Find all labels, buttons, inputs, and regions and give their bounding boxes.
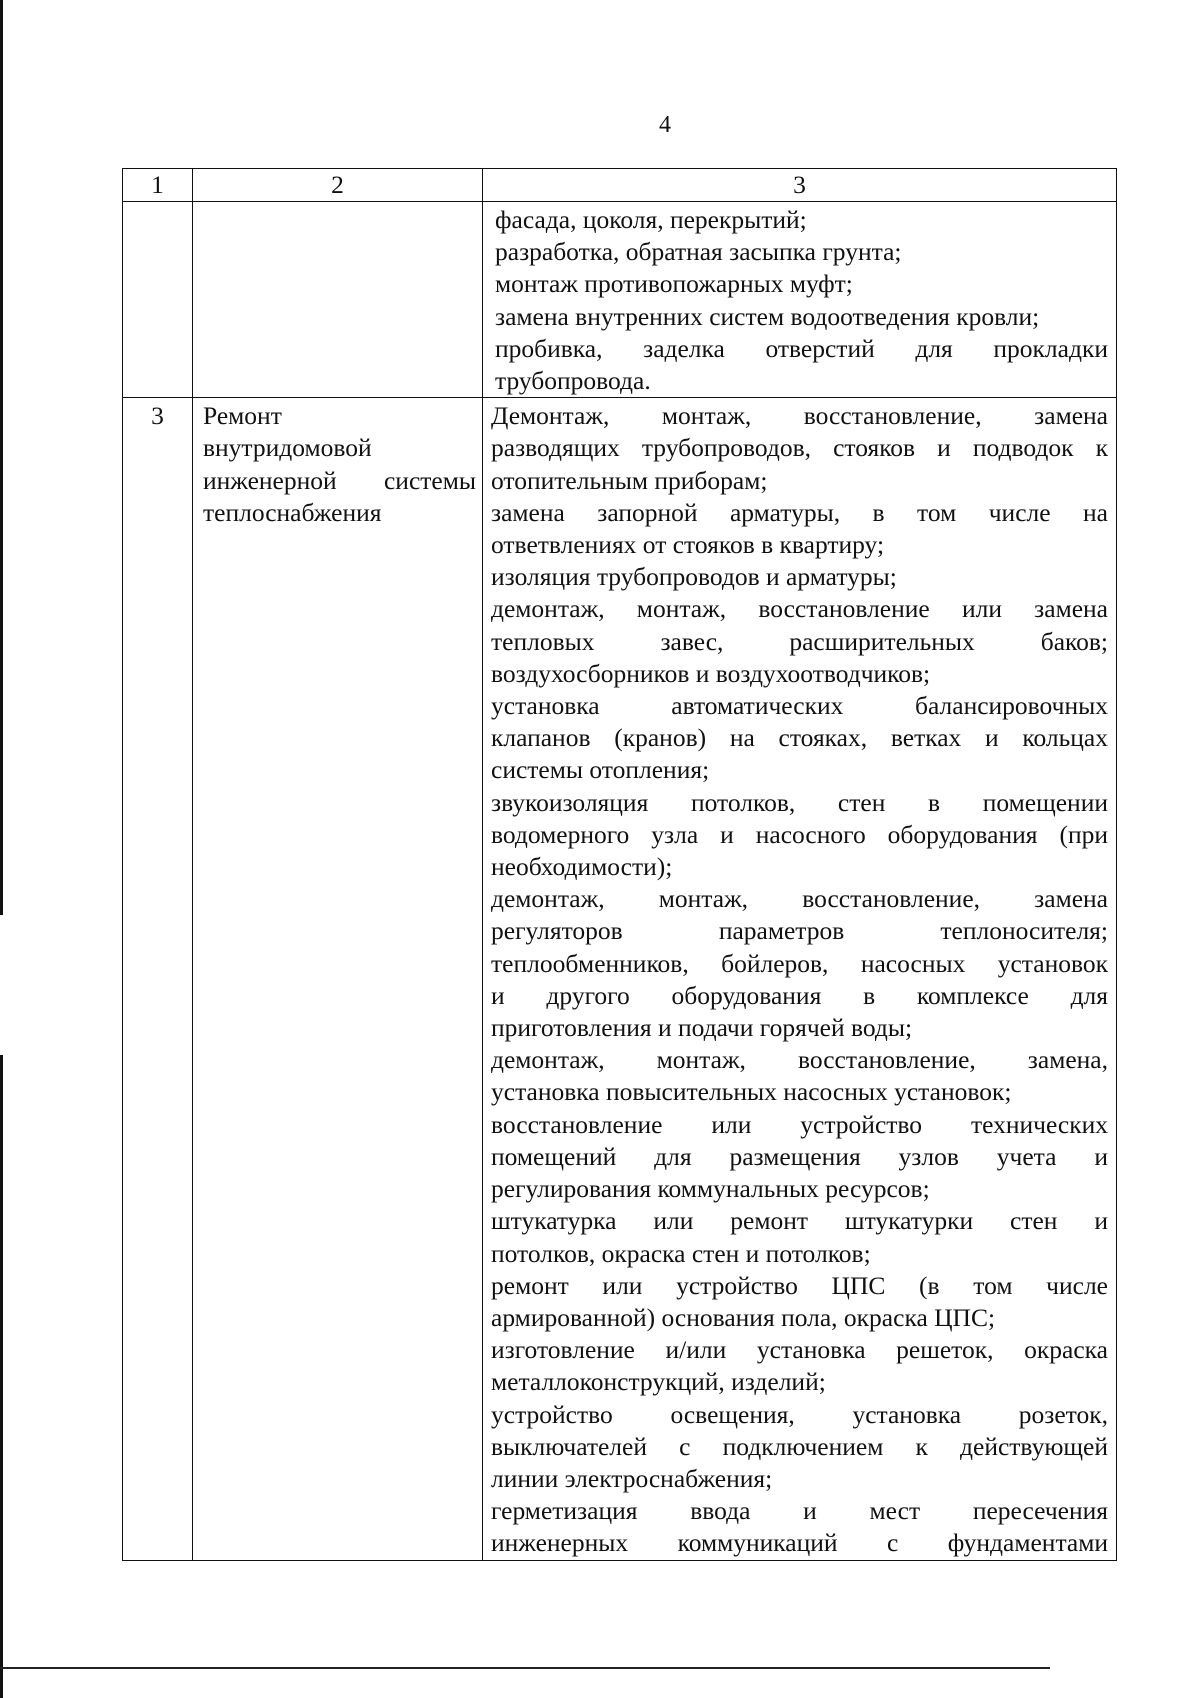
scan-bottom-rule	[0, 1667, 1050, 1669]
page-number: 4	[659, 112, 671, 138]
work-items-lines	[491, 400, 1108, 1559]
text-line: регуляторов параметров теплоносителя;	[491, 916, 1108, 946]
text-line: пробивка, заделка отверстий для прокладки	[495, 333, 1108, 363]
text-line: инженерных коммуникаций с фундаментами	[491, 1528, 1108, 1558]
cont-num-cell	[123, 202, 193, 398]
work-name-line: теплоснабжения	[203, 497, 382, 527]
work-name-line: инженерной системы	[203, 465, 476, 495]
text-line: штукатурка или ремонт штукатурки стен и	[491, 1206, 1108, 1236]
cont-lines	[495, 204, 1108, 397]
work-name-lines	[203, 400, 476, 529]
text-line: ремонт или устройство ЦПС (в том числе	[491, 1270, 1108, 1300]
text-line: разработка, обратная засыпка грунта;	[495, 237, 902, 267]
table-row-continuation	[123, 202, 1117, 398]
text-line: клапанов (кранов) на стояках, ветках и кольцах	[491, 723, 1108, 753]
text-line: замена запорной арматуры, в том числе на	[491, 497, 1108, 527]
table-row-3	[123, 398, 1117, 1560]
text-line: металлоконструкций, изделий;	[491, 1367, 826, 1397]
text-line: Демонтаж, монтаж, восстановление, замена	[491, 401, 1108, 431]
text-line: потолков, окраска стен и потолков;	[491, 1238, 871, 1268]
text-line: отопительным приборам;	[491, 465, 768, 495]
text-line: регулирования коммунальных ресурсов;	[491, 1174, 930, 1204]
text-line: устройство освещения, установка розеток,	[491, 1399, 1108, 1429]
text-line: выключателей с подключением к действующей	[491, 1431, 1108, 1461]
text-line: линии электроснабжения;	[491, 1463, 773, 1493]
table-header-row	[123, 169, 1117, 202]
text-line: армированной) основания пола, окраска ЦПС;	[491, 1302, 996, 1332]
row-work-name	[193, 398, 483, 1560]
text-line: фасада, цоколя, перекрытий;	[495, 205, 807, 234]
works-table	[122, 168, 1117, 1561]
text-line: демонтаж, монтаж, восстановление, замена	[491, 884, 1108, 914]
scan-left-edge	[0, 0, 3, 1698]
text-line: изоляция трубопроводов и арматуры;	[491, 562, 897, 592]
text-line: помещений для размещения узлов учета и	[491, 1141, 1108, 1171]
row-work-items	[483, 398, 1117, 1560]
scan-left-edge-gap	[0, 915, 3, 1055]
text-line: и другого оборудования в комплексе для	[491, 980, 1108, 1010]
text-line: звукоизоляция потолков, стен в помещении	[491, 787, 1108, 817]
text-line: изготовление и/или установка решеток, окраска	[491, 1335, 1108, 1365]
work-name-line: Ремонт	[203, 401, 282, 431]
text-line: демонтаж, монтаж, восстановление, замена,	[491, 1045, 1108, 1075]
header-col-1: 1	[123, 169, 193, 202]
text-line: ответвлениях от стояков в квартиру;	[491, 530, 885, 560]
text-line: установка автоматических балансировочных	[491, 691, 1108, 721]
text-line: установка повысительных насосных установок;	[491, 1077, 1012, 1107]
text-line: тепловых завес, расширительных баков;	[491, 626, 1108, 656]
text-line: приготовления и подачи горячей воды;	[491, 1013, 913, 1043]
text-line: монтаж противопожарных муфт;	[495, 269, 853, 299]
text-line: герметизация ввода и мест пересечения	[491, 1496, 1108, 1526]
work-name-line: внутридомовой	[203, 433, 372, 463]
text-line: водомерного узла и насосного оборудования (при	[491, 819, 1108, 849]
cont-items-cell	[483, 202, 1117, 398]
text-line: разводящих трубопроводов, стояков и подводок к	[491, 433, 1108, 463]
text-line: замена внутренних систем водоотведения кровли;	[495, 301, 1040, 331]
header-col-2: 2	[193, 169, 483, 202]
text-line: теплообменников, бойлеров, насосных установок	[491, 948, 1108, 978]
text-line: трубопровода.	[495, 366, 651, 396]
row-number: 3	[123, 398, 193, 1560]
header-col-3: 3	[483, 169, 1117, 202]
text-line: демонтаж, монтаж, восстановление или замена	[491, 594, 1108, 624]
text-line: воздухосборников и воздухоотводчиков;	[491, 658, 931, 688]
text-line: системы отопления;	[491, 755, 710, 785]
text-line: необходимости);	[491, 852, 673, 882]
cont-name-cell	[193, 202, 483, 398]
text-line: восстановление или устройство технических	[491, 1109, 1108, 1139]
